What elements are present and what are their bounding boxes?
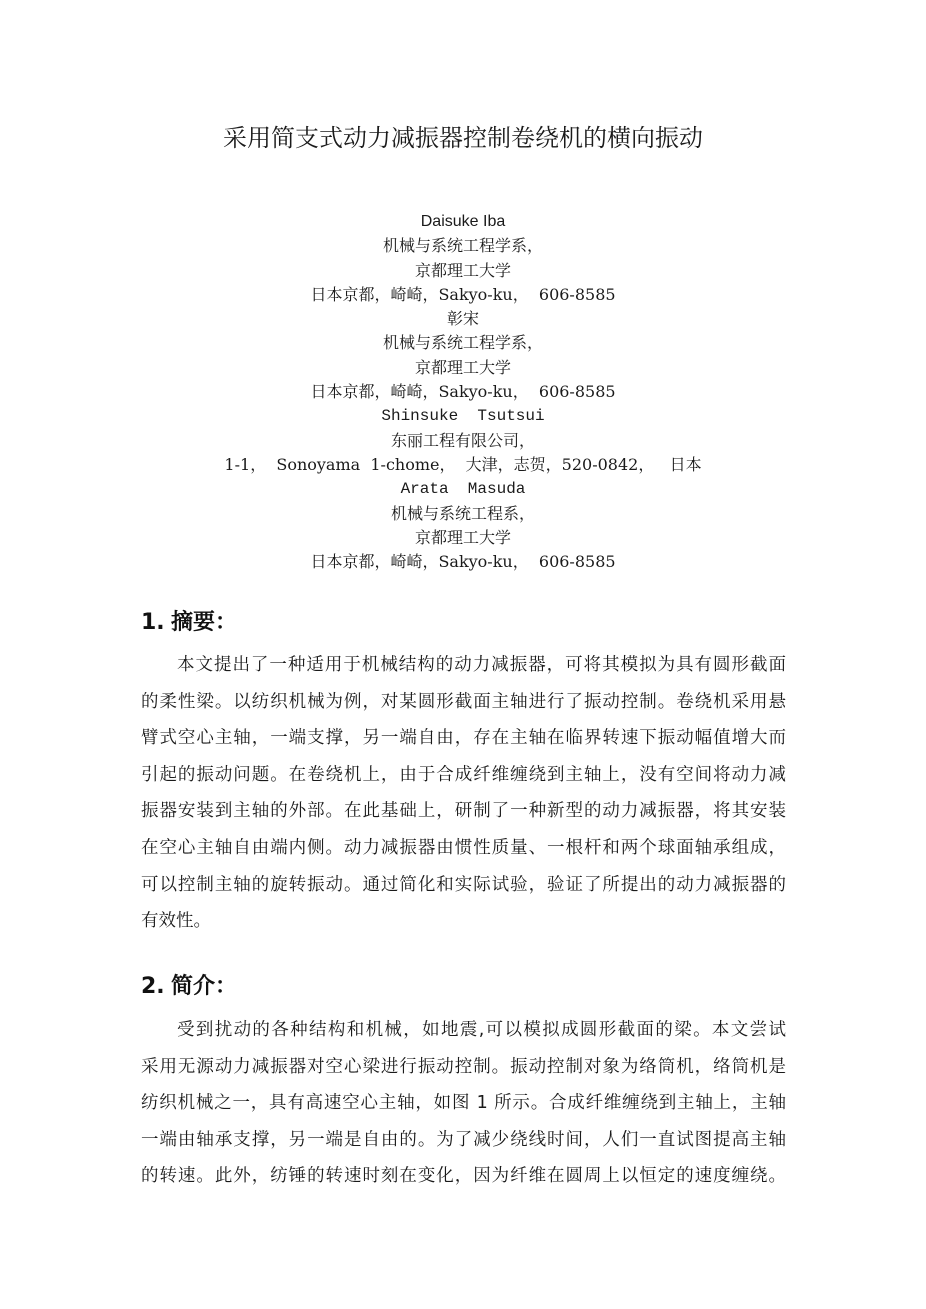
paragraph-line: 本文提出了一种适用于机械结构的动力减振器，可将其模拟为具有圆形截面 <box>177 655 786 675</box>
author-affiliation-university: 京都理工大学 <box>414 260 511 280</box>
paragraph-line: 的柔性梁。以纺织机械为例，对某圆形截面主轴进行了振动控制。卷绕机采用悬 <box>141 691 786 712</box>
author-name: Shinsuke Tsutsui <box>381 407 545 426</box>
author-affiliation-company: 东丽工程有限公司， <box>390 430 535 450</box>
section-title: 简介： <box>171 974 238 999</box>
paper-title: 采用简支式动力减振器控制卷绕机的横向振动 <box>223 124 703 152</box>
author-affiliation-dept: 机械与系统工程学系， <box>382 236 543 256</box>
paragraph-line: 采用无源动力减振器对空心梁进行振动控制。振动控制对象为络筒机，络筒机是 <box>141 1056 786 1077</box>
section-number: 1. <box>141 610 165 635</box>
section-heading-abstract <box>141 609 237 637</box>
paragraph-line: 的转速。此外，纺锤的转速时刻在变化，因为纤维在圆周上以恒定的速度缠绕。 <box>141 1166 786 1187</box>
section-heading-introduction <box>141 973 237 1001</box>
paragraph-line: 有效性。 <box>141 911 211 932</box>
author-affiliation-university: 京都理工大学 <box>414 357 511 377</box>
paragraph-line: 一端由轴承支撑，另一端是自由的。为了减少绕线时间，人们一直试图提高主轴 <box>141 1129 786 1150</box>
paragraph-line: 引起的振动问题。在卷绕机上，由于合成纤维缠绕到主轴上，没有空间将动力减 <box>141 764 786 785</box>
paragraph-line: 在空心主轴自由端内侧。动力减振器由惯性质量、一根杆和两个球面轴承组成， <box>141 837 786 858</box>
author-address: 日本京都，崎崎，Sakyo-ku， 606-8585 <box>310 382 616 402</box>
section-title: 摘要： <box>171 610 238 635</box>
author-affiliation-university: 京都理工大学 <box>414 527 511 547</box>
paragraph-line: 可以控制主轴的旋转振动。通过简化和实际试验，验证了所提出的动力减振器的 <box>141 874 786 895</box>
author-affiliation-dept: 机械与系统工程系， <box>390 503 535 523</box>
paragraph-line: 臂式空心主轴，一端支撑，另一端自由，存在主轴在临界转速下振动幅值增大而 <box>141 728 786 749</box>
author-address: 1-1， Sonoyama 1-chome， 大津，志贺，520-0842， 日本 <box>224 454 702 474</box>
author-name: Arata Masuda <box>400 480 526 499</box>
paragraph-line: 纺织机械之一，具有高速空心主轴，如图 1 所示。合成纤维缠绕到主轴上，主轴 <box>141 1093 786 1114</box>
author-name: Daisuke Iba <box>420 213 506 230</box>
author-address: 日本京都，崎崎，Sakyo-ku， 606-8585 <box>310 552 616 572</box>
abstract-paragraph <box>141 647 786 940</box>
author-name: 彰宋 <box>446 309 479 329</box>
introduction-paragraph <box>141 1012 786 1195</box>
author-block <box>0 210 926 574</box>
paragraph-line: 振器安装到主轴的外部。在此基础上，研制了一种新型的动力减振器，将其安装 <box>141 801 786 822</box>
paragraph-line: 受到扰动的各种结构和机械，如地震,可以模拟成圆形截面的梁。本文尝试 <box>177 1020 786 1040</box>
author-affiliation-dept: 机械与系统工程学系， <box>382 333 543 353</box>
author-address: 日本京都，崎崎，Sakyo-ku， 606-8585 <box>310 284 616 304</box>
section-number: 2. <box>141 974 165 999</box>
